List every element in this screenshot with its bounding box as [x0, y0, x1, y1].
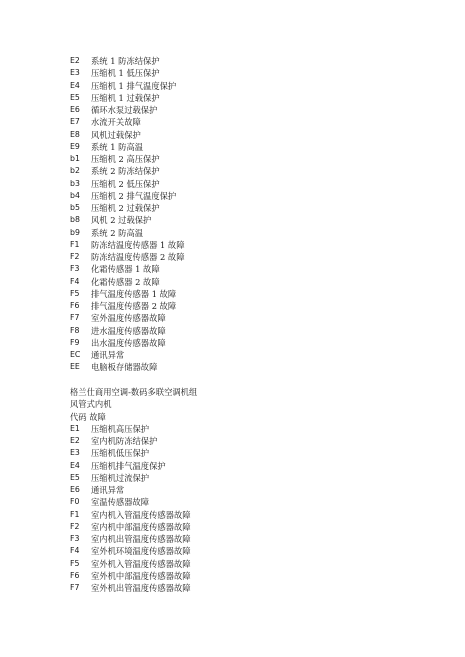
fault-code: b2 [70, 166, 80, 176]
list-item [70, 484, 450, 496]
list-item [70, 55, 450, 67]
list-item [70, 472, 450, 484]
fault-code: EE [70, 362, 80, 372]
list-item [70, 104, 450, 116]
fault-description: 室温传感器故障 [91, 497, 150, 508]
fault-description: 压缩机 1 低压保护 [91, 68, 160, 79]
fault-code: F2 [70, 521, 80, 531]
fault-code: E9 [70, 141, 80, 151]
fault-description: 系统 1 防高温 [91, 141, 144, 152]
fault-description: 通讯异常 [91, 485, 125, 495]
fault-code: F5 [70, 288, 80, 298]
list-item [70, 435, 450, 447]
list-item [70, 67, 450, 79]
list-item [70, 288, 450, 300]
fault-code: F0 [70, 497, 80, 507]
fault-code: E1 [70, 423, 80, 433]
list-item [70, 227, 450, 239]
list-item [70, 165, 450, 177]
fault-description: 风机 2 过载保护 [91, 215, 152, 226]
fault-code: F5 [70, 558, 80, 568]
fault-description: 通讯异常 [91, 350, 125, 360]
list-item [70, 558, 450, 570]
list-item [70, 239, 450, 251]
fault-description: 室外温度传感器故障 [91, 313, 166, 324]
list-item [70, 263, 450, 275]
fault-code: E2 [70, 436, 80, 445]
list-item [70, 337, 450, 349]
fault-code: EC [70, 350, 81, 359]
fault-description: 系统 1 防冻结保护 [91, 56, 160, 66]
list-item [70, 251, 450, 263]
list-item [70, 178, 450, 190]
fault-description: 室外机入管温度传感器故障 [91, 558, 191, 569]
fault-code: b8 [70, 215, 80, 225]
fault-code: b4 [70, 190, 80, 200]
fault-description: 化霜传感器 2 故障 [91, 276, 160, 287]
fault-description: 防冻结温度传感器 1 故障 [91, 239, 185, 250]
fault-description: 室内机防冻结保护 [91, 436, 158, 446]
fault-code: E8 [70, 129, 80, 139]
list-item [70, 202, 450, 214]
fault-description: 室内机入管温度传感器故障 [91, 509, 191, 520]
fault-code: b9 [70, 227, 80, 237]
list-item [70, 521, 450, 533]
list-item [70, 582, 450, 594]
list-item [70, 423, 450, 435]
fault-description: 压缩机 2 高压保护 [91, 154, 160, 164]
fault-code: E5 [70, 472, 80, 482]
fault-description: 排气温度传感器 1 故障 [91, 288, 177, 299]
list-item [70, 214, 450, 226]
fault-description: 压缩机 2 排气温度保护 [91, 190, 177, 201]
list-item [70, 116, 450, 128]
column-header: 代码 故障 [70, 411, 106, 422]
fault-description: 压缩机 1 过载保护 [91, 92, 160, 103]
fault-code-list-1 [70, 55, 450, 374]
fault-description: 压缩机排气温度保护 [91, 460, 166, 471]
fault-code: F1 [70, 509, 80, 519]
list-item [70, 509, 450, 521]
fault-description: 出水温度传感器故障 [91, 337, 166, 348]
fault-code: b5 [70, 203, 80, 212]
fault-code: b1 [70, 154, 80, 163]
fault-code: E6 [70, 485, 80, 494]
fault-code: F7 [70, 313, 80, 323]
fault-code: F6 [70, 570, 80, 580]
fault-description: 风机过载保护 [91, 129, 141, 140]
fault-description: 压缩机低压保护 [91, 448, 150, 459]
fault-code: F7 [70, 583, 80, 592]
list-item [70, 361, 450, 373]
list-item [70, 349, 450, 361]
list-item [70, 447, 450, 459]
fault-code: E6 [70, 105, 80, 114]
fault-code: E5 [70, 92, 80, 102]
fault-code: F2 [70, 252, 80, 261]
fault-description: 室内机中部温度传感器故障 [91, 521, 191, 532]
fault-description: 室外机中部温度传感器故障 [91, 570, 191, 581]
fault-code: E3 [70, 448, 80, 458]
list-item [70, 570, 450, 582]
fault-description: 排气温度传感器 2 故障 [91, 301, 177, 311]
list-item [70, 533, 450, 545]
fault-code: F8 [70, 325, 80, 335]
fault-description: 室外机出管温度传感器故障 [91, 583, 191, 593]
fault-code: E3 [70, 68, 80, 78]
list-item [70, 300, 450, 312]
fault-code: E4 [70, 80, 80, 90]
fault-code: F1 [70, 239, 80, 249]
section-title: 格兰仕商用空调-数码多联空调机组 [70, 387, 198, 397]
fault-code: F3 [70, 534, 80, 543]
fault-code: E7 [70, 117, 80, 127]
fault-code: E4 [70, 460, 80, 470]
fault-description: 压缩机高压保护 [91, 423, 150, 434]
fault-description: 电脑板存储器故障 [91, 362, 158, 373]
fault-description: 防冻结温度传感器 2 故障 [91, 252, 185, 262]
fault-description: 水流开关故障 [91, 117, 141, 128]
fault-description: 进水温度传感器故障 [91, 325, 166, 336]
section-subtitle: 风管式内机 [70, 399, 112, 410]
fault-code: b3 [70, 178, 80, 188]
fault-description: 系统 2 防冻结保护 [91, 166, 160, 177]
fault-code: F4 [70, 546, 80, 556]
fault-description: 压缩机过流保护 [91, 472, 150, 483]
fault-code: E2 [70, 56, 80, 65]
list-item [70, 276, 450, 288]
list-item [70, 129, 450, 141]
fault-description: 室外机环境温度传感器故障 [91, 546, 191, 557]
fault-description: 压缩机 2 低压保护 [91, 178, 160, 189]
list-item [70, 312, 450, 324]
list-item [70, 496, 450, 508]
fault-description: 化霜传感器 1 故障 [91, 264, 160, 275]
list-item [70, 460, 450, 472]
list-item [70, 325, 450, 337]
fault-code: F3 [70, 264, 80, 274]
list-item [70, 545, 450, 557]
list-item [70, 92, 450, 104]
list-item [70, 190, 450, 202]
fault-code: F6 [70, 301, 80, 310]
list-item [70, 80, 450, 92]
fault-code: F4 [70, 276, 80, 286]
fault-description: 压缩机 1 排气温度保护 [91, 80, 177, 91]
fault-code: F9 [70, 337, 80, 347]
fault-description: 循环水泵过载保护 [91, 105, 158, 115]
list-item [70, 141, 450, 153]
fault-code-list-2 [70, 386, 450, 594]
list-item [70, 153, 450, 165]
fault-description: 压缩机 2 过载保护 [91, 203, 160, 213]
fault-description: 系统 2 防高温 [91, 227, 144, 238]
fault-description: 室内机出管温度传感器故障 [91, 534, 191, 544]
